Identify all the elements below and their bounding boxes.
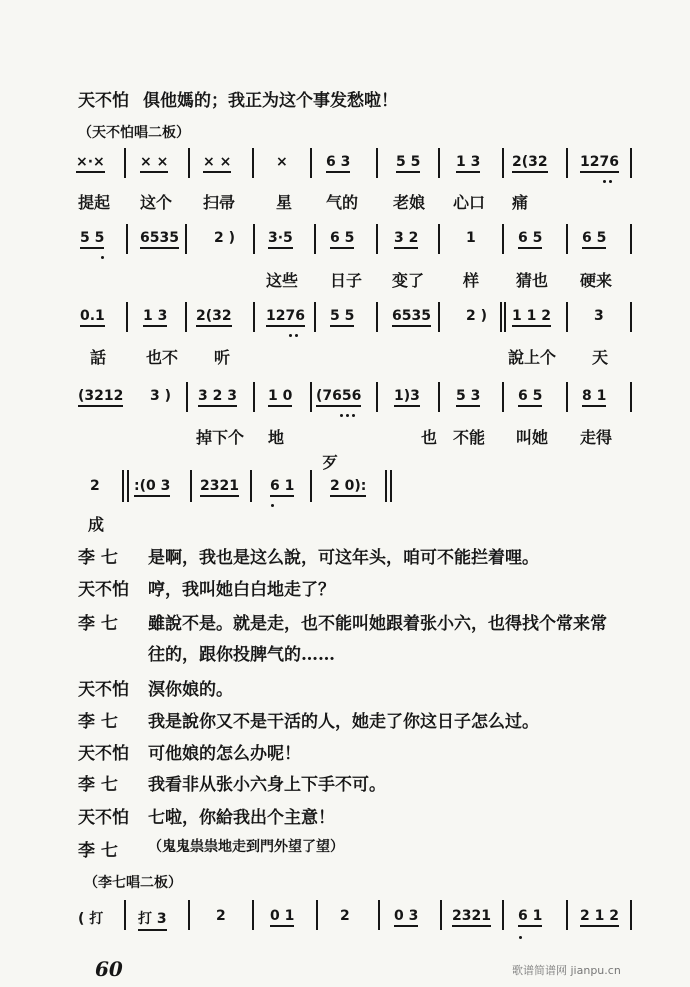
note: 1	[466, 230, 476, 246]
bar-line	[566, 148, 568, 178]
note: 1 0	[268, 388, 292, 407]
octave-dot	[603, 180, 606, 183]
dialogue-speaker: 李 七	[78, 775, 118, 795]
bar-line	[566, 224, 568, 254]
note: 0 1	[270, 908, 294, 927]
note: 打 3	[138, 908, 167, 931]
lyric-extra: 歹	[322, 453, 339, 472]
note: 3	[594, 308, 604, 324]
note: 1 1 2	[512, 308, 551, 327]
note: 2321	[200, 478, 239, 497]
bar-line	[190, 470, 192, 502]
note: 6535	[140, 230, 179, 249]
octave-dot	[289, 334, 292, 337]
note: ×	[276, 154, 288, 170]
note: 5 5	[80, 230, 104, 249]
bar-line	[390, 470, 392, 502]
dialogue-text: 可他娘的怎么办呢！	[148, 744, 301, 764]
octave-dot	[271, 504, 274, 507]
note: 2(32	[512, 154, 548, 173]
lyric: 气的	[326, 193, 359, 212]
lyric: 这些	[266, 271, 299, 290]
section2-label: （李七唱二板）	[84, 875, 182, 891]
dialogue-speaker: 天不怕	[78, 744, 129, 764]
lyric: 也不	[146, 348, 179, 367]
octave-dot	[295, 334, 298, 337]
dialogue-speaker: 天不怕	[78, 808, 129, 828]
bar-line	[502, 148, 504, 178]
lyric: 走得	[580, 428, 613, 447]
bar-line	[376, 224, 378, 254]
bar-line	[440, 900, 442, 930]
note: 1276	[580, 154, 619, 173]
bar-line	[127, 470, 129, 502]
note: ( 打	[78, 911, 104, 927]
bar-line	[500, 302, 502, 332]
note: 6 5	[518, 230, 542, 249]
bar-line	[438, 148, 440, 178]
bar-line	[438, 382, 440, 412]
note: 8 1	[582, 388, 606, 407]
bar-line	[250, 470, 252, 502]
lyric: 这个	[140, 193, 173, 212]
dialogue-speaker: 李 七	[78, 712, 118, 732]
dialogue-text: 溟你娘的。	[148, 680, 233, 700]
page-number: 60	[95, 957, 123, 981]
note: 6 1	[518, 908, 542, 927]
lyric: 硬来	[580, 271, 613, 290]
lyric: 天	[592, 348, 609, 367]
bar-line	[314, 302, 316, 332]
lyric: 也	[421, 428, 438, 447]
dialogue-text: 我是說你又不是干活的人，她走了你这日子怎么过。	[148, 712, 539, 732]
lyric: 星	[276, 193, 293, 212]
note: 5 5	[396, 154, 420, 173]
lyric: 不能	[453, 428, 486, 447]
bar-line	[252, 900, 254, 930]
site-watermark: 歌谱简谱网 jianpu.cn	[512, 964, 621, 977]
note: 2	[340, 908, 350, 924]
lyric: 提起	[78, 193, 111, 212]
lyric: 老娘	[393, 193, 426, 212]
stage-direction: （鬼鬼祟祟地走到門外望了望）	[148, 839, 344, 855]
lyric: 掉下个	[196, 428, 245, 447]
bar-line	[188, 900, 190, 930]
bar-line	[310, 148, 312, 178]
header-line: 俱他媽的；我正为这个事发愁啦！	[143, 91, 398, 111]
note: 3 )	[150, 388, 172, 404]
octave-dot	[609, 180, 612, 183]
bar-line	[630, 382, 632, 412]
bar-line	[253, 224, 255, 254]
section1-label: （天不怕唱二板）	[78, 125, 190, 141]
bar-line	[188, 148, 190, 178]
bar-line	[253, 302, 255, 332]
bar-line	[124, 148, 126, 178]
dialogue-text: 雖說不是。就是走，也不能叫她跟着张小六，也得找个常来常	[148, 614, 607, 634]
bar-line	[186, 382, 188, 412]
note: 0 3	[394, 908, 418, 927]
bar-line	[438, 302, 440, 332]
bar-line	[566, 900, 568, 930]
lyric: 成	[88, 515, 105, 534]
note: 3·5	[268, 230, 293, 249]
bar-line	[314, 224, 316, 254]
bar-line	[504, 302, 506, 332]
bar-line	[376, 382, 378, 412]
note: 1 3	[143, 308, 167, 327]
lyric: 猜也	[516, 271, 549, 290]
lyric: 痛	[512, 193, 529, 212]
note: :(0 3	[134, 478, 170, 497]
bar-line	[376, 302, 378, 332]
dialogue-speaker: 李 七	[78, 614, 118, 634]
bar-line	[502, 900, 504, 930]
bar-line	[310, 470, 312, 502]
dialogue-speaker: 天不怕	[78, 680, 129, 700]
lyric: 扫帚	[203, 193, 236, 212]
note: 0.1	[80, 308, 105, 327]
bar-line	[385, 470, 387, 502]
lyric: 說上个	[508, 348, 557, 367]
dialogue-text: 往的，跟你投脾气的……	[148, 645, 335, 665]
bar-line	[126, 224, 128, 254]
note: 6 5	[582, 230, 606, 249]
lyric: 听	[214, 348, 231, 367]
dialogue-speaker: 天不怕	[78, 580, 129, 600]
note: 2(32	[196, 308, 232, 327]
bar-line	[122, 470, 124, 502]
octave-dot	[519, 936, 522, 939]
note: 6 5	[518, 388, 542, 407]
bar-line	[253, 382, 255, 412]
note: 2 0):	[330, 478, 366, 497]
octave-dot	[346, 414, 349, 417]
note: 2	[90, 478, 100, 494]
bar-line	[502, 382, 504, 412]
bar-line	[185, 302, 187, 332]
lyric: 話	[90, 348, 107, 367]
dialogue-text: 我看非从张小六身上下手不可。	[148, 775, 386, 795]
dialogue-text: 哼，我叫她白白地走了？	[148, 580, 335, 600]
note: 2 )	[466, 308, 488, 324]
bar-line	[630, 148, 632, 178]
lyric: 日子	[330, 271, 363, 290]
note: 3 2 3	[198, 388, 237, 407]
note: (7656	[316, 388, 361, 407]
bar-line	[124, 900, 126, 930]
bar-line	[630, 900, 632, 930]
note: 6535	[392, 308, 431, 327]
lyric: 变了	[392, 271, 425, 290]
bar-line	[502, 224, 504, 254]
note: (3212	[78, 388, 123, 407]
bar-line	[126, 302, 128, 332]
note: × ×	[140, 154, 168, 173]
note: 1276	[266, 308, 305, 327]
dialogue-speaker: 李 七	[78, 841, 118, 861]
bar-line	[376, 148, 378, 178]
bar-line	[316, 900, 318, 930]
octave-dot	[352, 414, 355, 417]
note: 2 )	[214, 230, 236, 246]
note: × ×	[203, 154, 231, 173]
note: 1 3	[456, 154, 480, 173]
note: 2	[216, 908, 226, 924]
note: 3 2	[394, 230, 418, 249]
dialogue-text: 七啦，你給我出个主意！	[148, 808, 335, 828]
bar-line	[378, 900, 380, 930]
note: ×·×	[76, 154, 105, 173]
note: 5 5	[330, 308, 354, 327]
note: 2321	[452, 908, 491, 927]
note: 6 5	[330, 230, 354, 249]
bar-line	[438, 224, 440, 254]
note: 6 1	[270, 478, 294, 497]
bar-line	[185, 224, 187, 254]
bar-line	[630, 302, 632, 332]
dialogue-text: 是啊，我也是这么說，可这年头，咱可不能拦着哩。	[148, 548, 539, 568]
dialogue-speaker: 李 七	[78, 548, 118, 568]
lyric: 心口	[453, 193, 486, 212]
lyric: 叫她	[516, 428, 549, 447]
note: 5 3	[456, 388, 480, 407]
header-speaker: 天不怕	[78, 91, 129, 111]
bar-line	[566, 382, 568, 412]
note: 6 3	[326, 154, 350, 173]
octave-dot	[340, 414, 343, 417]
bar-line	[566, 302, 568, 332]
bar-line	[630, 224, 632, 254]
bar-line	[310, 382, 312, 412]
bar-line	[252, 148, 254, 178]
lyric: 样	[463, 271, 480, 290]
note: 1)3	[394, 388, 420, 407]
note: 2 1 2	[580, 908, 619, 927]
octave-dot	[101, 256, 104, 259]
lyric: 地	[268, 428, 285, 447]
